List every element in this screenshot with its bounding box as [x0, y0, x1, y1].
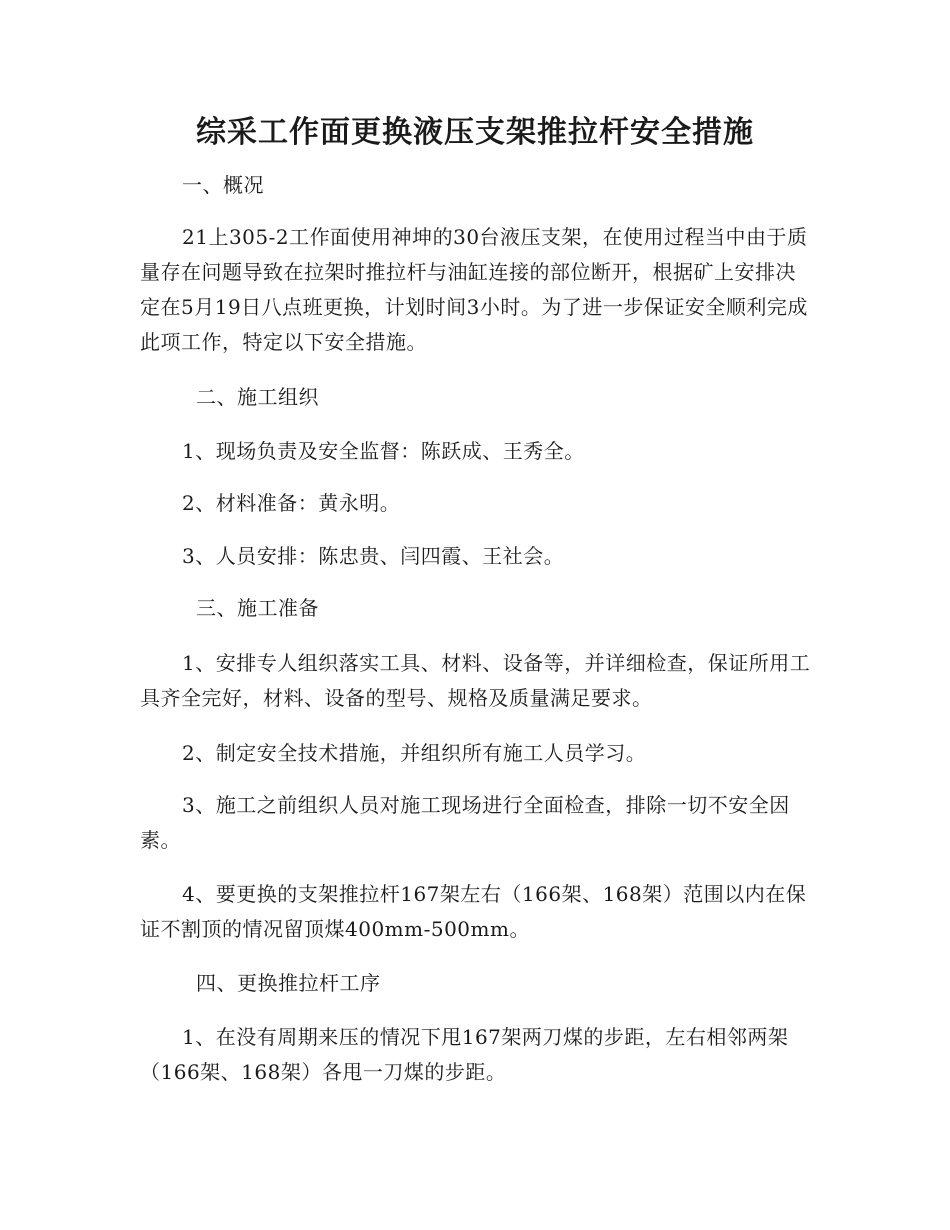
paragraph-preparation-2 [140, 736, 815, 771]
paragraph-organization-2 [140, 486, 815, 521]
paragraph-text: 3、施工之前组织人员对施工现场进行全面检查，排除一切不安全因素。 [140, 793, 790, 852]
paragraph-preparation-1 [140, 646, 815, 716]
section-heading-preparation [140, 591, 815, 626]
paragraph-preparation-3 [140, 788, 815, 858]
paragraph-organization-3 [140, 539, 815, 574]
paragraph-text: 1、现场负责及安全监督：陈跃成、王秀全。 [182, 439, 585, 463]
paragraph-text: 21上305-2工作面使用神坤的30台液压支架，在使用过程当中由于质量存在问题导致在拉架时推拉杆与油缸连接的部位断开，根据矿上安排决定在5月19日八点班更换，计划时间3小时。为了进一步保证安全顺利完成此项工作，特定以下安全措施。 [140, 225, 808, 354]
section-heading: 二、施工组织 [196, 385, 319, 409]
paragraph-text: 2、材料准备：黄永明。 [182, 491, 401, 515]
paragraph-text: 3、人员安排：陈忠贵、闫四霞、王社会。 [182, 544, 565, 568]
section-heading: 一、概况 [182, 173, 264, 197]
section-heading-procedure [140, 966, 815, 1001]
paragraph-preparation-4 [140, 877, 815, 947]
paragraph-overview [140, 220, 815, 360]
section-heading: 三、施工准备 [196, 596, 319, 620]
paragraph-procedure-1 [140, 1020, 815, 1090]
section-heading: 四、更换推拉杆工序 [196, 971, 381, 995]
section-heading-overview [140, 168, 815, 203]
document-title: 综采工作面更换液压支架推拉杆安全措施 [196, 115, 754, 150]
paragraph-text: 2、制定安全技术措施，并组织所有施工人员学习。 [182, 741, 647, 765]
section-heading-organization [140, 380, 815, 415]
paragraph-text: 1、在没有周期来压的情况下甩167架两刀煤的步距，左右相邻两架（166架、168架）各甩一刀煤的步距。 [140, 1025, 789, 1084]
paragraph-text: 4、要更换的支架推拉杆167架左右（166架、168架）范围以内在保证不割顶的情况留顶煤400mm-500mm。 [140, 882, 807, 941]
paragraph-text: 1、安排专人组织落实工具、材料、设备等，并详细检查，保证所用工具齐全完好，材料、设备的型号、规格及质量满足要求。 [140, 651, 811, 710]
paragraph-organization-1 [140, 434, 815, 469]
